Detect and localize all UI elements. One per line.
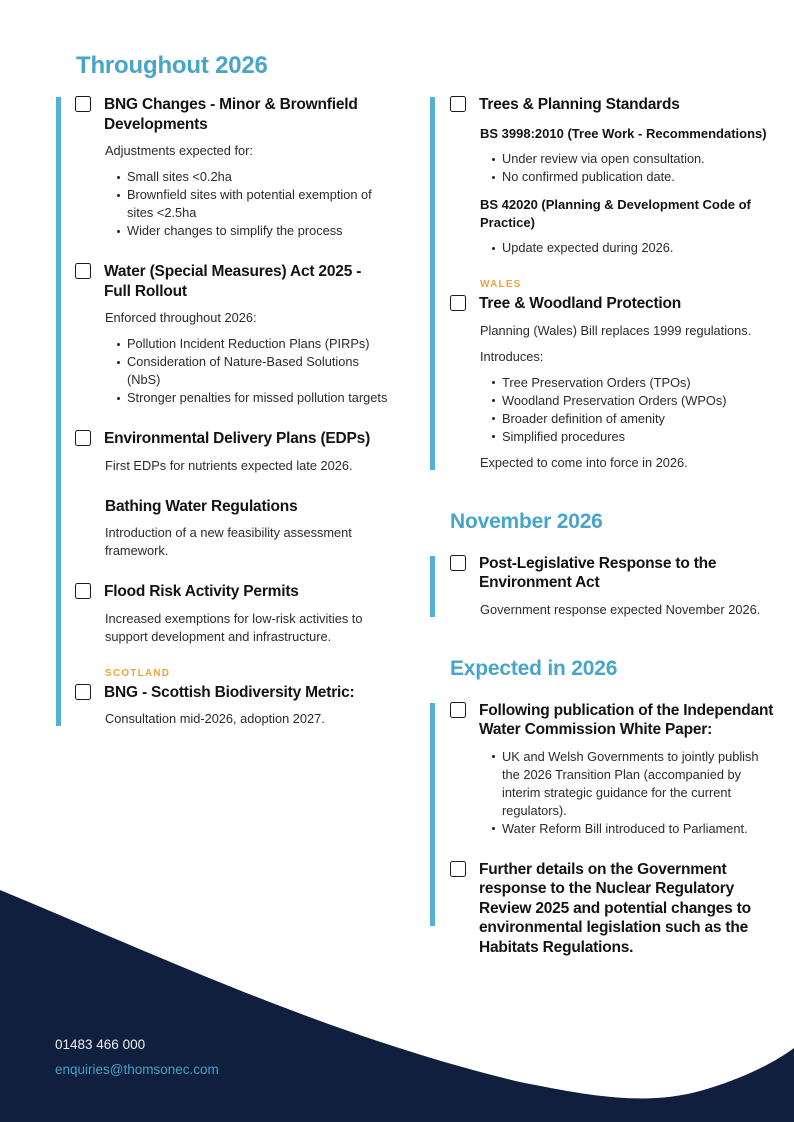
footer-wave — [0, 877, 794, 1122]
right-column — [430, 95, 776, 957]
item-title: Following publication of the Independant Water Commission White Paper: — [479, 701, 774, 738]
item-subheading: BS 3998:2010 (Tree Work - Recommendations) — [480, 125, 767, 141]
bullet-text: Stronger penalties for missed pollution targets — [127, 390, 388, 405]
bullet-list — [117, 168, 390, 240]
bullet-dot — [117, 230, 120, 233]
bullet-item — [117, 335, 390, 353]
item-subheading: BS 42020 (Planning & Development Code of Practice) — [480, 197, 751, 230]
item-intro: Consultation mid-2026, adoption 2027. — [105, 711, 325, 726]
bullet-list — [492, 239, 776, 257]
checklist-item-trees-planning — [450, 95, 776, 257]
bullet-text: Brownfield sites with potential exemption of sites <2.5ha — [127, 187, 372, 220]
bullet-list — [492, 150, 776, 186]
checkbox[interactable] — [450, 861, 466, 877]
bullet-item — [492, 168, 776, 186]
checklist-item-bng-changes — [75, 95, 390, 240]
bullet-text: Tree Preservation Orders (TPOs) — [502, 374, 691, 390]
section-heading-throughout-2026: Throughout 2026 — [76, 52, 268, 79]
item-title: Environmental Delivery Plans (EDPs) — [104, 430, 371, 447]
checklist-item-water-commission — [450, 701, 776, 838]
bullet-item — [117, 389, 390, 407]
item-intro2: Introduces: — [480, 348, 544, 364]
item-title: Flood Risk Activity Permits — [104, 583, 299, 600]
left-column — [56, 53, 390, 728]
checklist-group-trees — [430, 95, 776, 472]
item-intro: First EDPs for nutrients expected late 2026. — [105, 457, 353, 473]
bullet-item — [117, 186, 390, 222]
checkbox[interactable] — [450, 702, 466, 718]
item-intro: Introduction of a new feasibility assessment framework. — [105, 525, 352, 558]
section-heading-november-2026: November 2026 — [450, 509, 603, 533]
bullet-text: UK and Welsh Governments to jointly publish the 2026 Transition Plan (accompanied by interim strategic guidance for the current regulators). — [502, 748, 759, 818]
checklist-group-november — [430, 554, 776, 619]
item-title: Water (Special Measures) Act 2025 - Full Rollout — [104, 263, 362, 300]
bullet-item — [492, 392, 776, 410]
subitem-bathing-water — [75, 497, 390, 561]
item-intro: Planning (Wales) Bill replaces 1999 regulations. — [480, 322, 752, 338]
bullet-dot — [492, 435, 495, 438]
bullet-item — [492, 150, 776, 168]
checkbox[interactable] — [75, 96, 91, 112]
bullet-dot — [492, 176, 495, 179]
bullet-text: Broader definition of amenity — [502, 410, 665, 426]
item-title: Tree & Woodland Protection — [479, 295, 682, 312]
bullet-text: Update expected during 2026. — [502, 240, 674, 255]
checklist-group-throughout — [56, 95, 390, 728]
item-title: Trees & Planning Standards — [479, 96, 680, 113]
bullet-item — [492, 820, 776, 838]
item-title: BNG - Scottish Biodiversity Metric: — [104, 683, 355, 701]
item-title: Post-Legislative Response to the Environment Act — [479, 554, 717, 591]
bullet-text: Wider changes to simplify the process — [127, 223, 343, 238]
bullet-item — [492, 374, 776, 392]
item-subtitle: Bathing Water Regulations — [105, 497, 298, 515]
bullet-text: Water Reform Bill introduced to Parliament. — [502, 820, 748, 836]
bullet-text: Under review via open consultation. — [502, 151, 705, 166]
accent-bar — [430, 556, 435, 617]
bullet-dot — [117, 343, 120, 346]
checklist-item-scottish-bng — [75, 668, 390, 729]
bullet-dot — [117, 397, 120, 400]
bullet-dot — [117, 194, 120, 197]
checklist-item-edps — [75, 429, 390, 475]
checkbox[interactable] — [75, 684, 91, 700]
checklist-item-post-legislative — [450, 554, 776, 619]
bullet-item — [117, 168, 390, 186]
bullet-item — [117, 222, 390, 240]
bullet-list — [492, 374, 776, 446]
checklist-item-flood-risk — [75, 582, 390, 646]
bullet-dot — [492, 417, 495, 420]
item-intro: Enforced throughout 2026: — [105, 310, 257, 325]
bullet-item — [492, 239, 776, 257]
bullet-list — [117, 335, 390, 407]
email-link[interactable]: enquiries@thomsonec.com — [55, 1062, 219, 1077]
bullet-dot — [117, 361, 120, 364]
bullet-text: Small sites <0.2ha — [127, 169, 232, 184]
bullet-dot — [117, 176, 120, 179]
bullet-item — [117, 353, 390, 389]
item-title: Further details on the Government response to the Nuclear Regulatory Review 2025 and potential changes to environmental legislation such as the Habitats Regulations. — [479, 860, 751, 956]
bullet-dot — [492, 158, 495, 161]
bullet-item — [492, 748, 776, 820]
checkbox[interactable] — [75, 430, 91, 446]
bullet-list — [492, 748, 776, 838]
bullet-text: Consideration of Nature-Based Solutions (NbS) — [127, 354, 359, 387]
checklist-item-water-act — [75, 262, 390, 407]
item-intro: Increased exemptions for low-risk activities to support development and infrastructure. — [105, 610, 363, 644]
bullet-dot — [492, 381, 495, 384]
bullet-text: Pollution Incident Reduction Plans (PIRPs) — [127, 336, 370, 351]
region-label-scotland: SCOTLAND — [105, 667, 171, 679]
checkbox[interactable] — [75, 263, 91, 279]
checkbox[interactable] — [450, 555, 466, 571]
checkbox[interactable] — [75, 583, 91, 599]
item-intro: Adjustments expected for: — [105, 143, 253, 158]
bullet-dot — [492, 247, 495, 250]
bullet-item — [492, 428, 776, 446]
bullet-item — [492, 410, 776, 428]
checkbox[interactable] — [450, 96, 466, 112]
bullet-dot — [492, 827, 495, 830]
bullet-dot — [492, 399, 495, 402]
item-outro: Expected to come into force in 2026. — [480, 454, 688, 470]
accent-bar — [430, 97, 435, 470]
phone-number: 01483 466 000 — [55, 1037, 146, 1052]
accent-bar — [56, 97, 61, 726]
region-label-wales: WALES — [480, 279, 522, 290]
bullet-text: Woodland Preservation Orders (WPOs) — [502, 392, 727, 408]
item-intro: Government response expected November 2026. — [480, 601, 761, 617]
bullet-dot — [492, 755, 495, 758]
footer-contact — [55, 1036, 219, 1079]
checkbox[interactable] — [450, 295, 466, 311]
section-heading-expected-2026: Expected in 2026 — [450, 656, 618, 680]
checklist-item-tree-woodland — [450, 279, 776, 472]
bullet-text: Simplified procedures — [502, 428, 626, 444]
bullet-text: No confirmed publication date. — [502, 169, 675, 184]
item-title: BNG Changes - Minor & Brownfield Developments — [104, 96, 358, 133]
